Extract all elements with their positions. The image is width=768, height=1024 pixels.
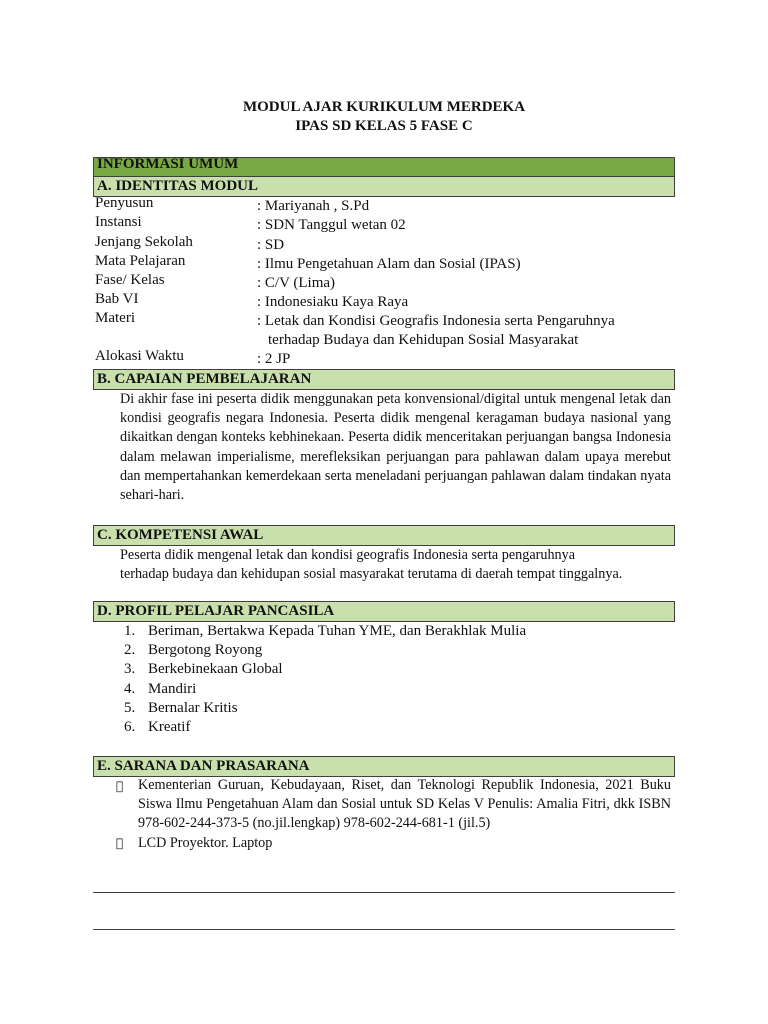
- divider: [93, 892, 675, 893]
- value-penyusun: : Mariyanah , S.Pd: [257, 198, 370, 214]
- list-item: Berkebinekaan Global: [148, 661, 283, 677]
- list-item-number: 1.: [124, 623, 136, 639]
- label-materi: Materi: [95, 310, 135, 326]
- value-alokasi-waktu: : 2 JP: [257, 351, 291, 367]
- label-fase-kelas: Fase/ Kelas: [95, 272, 165, 288]
- list-item: Mandiri: [148, 681, 197, 697]
- kompetensi-awal-header: [93, 525, 675, 546]
- document-title: MODUL AJAR KURIKULUM MERDEKA: [242, 99, 526, 115]
- value-materi: : Letak dan Kondisi Geografis Indonesia serta Pengaruhnya: [257, 313, 615, 329]
- label-mata-pelajaran: Mata Pelajaran: [95, 253, 186, 269]
- value-jenjang-sekolah: : SD: [257, 237, 285, 253]
- list-item: Bergotong Royong: [148, 642, 263, 658]
- value-fase-kelas: : C/V (Lima): [257, 275, 336, 291]
- value-bab: : Indonesiaku Kaya Raya: [257, 294, 409, 310]
- kompetensi-awal-label: C. KOMPETENSI AWAL: [97, 527, 264, 543]
- sarana-item-buku: Kementerian Guruan, Kebudayaan, Riset, dan Teknologi Republik Indonesia, 2021 Buku Siswa Ilmu Pengetahuan Alam dan Sosial untuk SD Kelas V Penulis: Amalia Fitri, dkk ISBN 978-602-244-373-5 (no.jil.lengkap) 978-602-244-681-1 (jil.5): [138, 777, 671, 832]
- capaian-pembelajaran-header: [93, 369, 675, 390]
- sarana-item-lcd: LCD Proyektor. Laptop: [138, 835, 273, 851]
- bullet-icon: [116, 834, 123, 853]
- profil-pelajar-pancasila-label: D. PROFIL PELAJAR PANCASILA: [97, 603, 335, 619]
- value-instansi: : SDN Tanggul wetan 02: [257, 217, 406, 233]
- label-bab: Bab VI: [95, 291, 139, 307]
- list-item-number: 2.: [124, 642, 136, 658]
- identitas-modul-header: [93, 176, 675, 197]
- profil-pelajar-pancasila-header: [93, 601, 675, 622]
- bullet-icon: [116, 777, 123, 796]
- capaian-pembelajaran-text: Di akhir fase ini peserta didik menggunakan peta konvensional/digital untuk mengenal letak dan kondisi geografis negara Indonesia. Peserta didik mengenal keragaman budaya nasional yang dikaitkan dengan konteks kebhinekaan. Peserta didik menceritakan perjuangan bangsa Indonesia dalam melawan imperialisme, merefleksikan perjuangan para pahlawan dalam upaya merebut dan mempertahankan kemerdekaan serta meneladani perjuangan pahlawan dalam tindakan nyata sehari-hari.: [120, 391, 671, 504]
- capaian-pembelajaran-label: B. CAPAIAN PEMBELAJARAN: [97, 371, 312, 387]
- label-instansi: Instansi: [95, 214, 142, 230]
- list-item-number: 4.: [124, 681, 136, 697]
- list-item-number: 5.: [124, 700, 136, 716]
- list-item: Beriman, Bertakwa Kepada Tuhan YME, dan Berakhlak Mulia: [148, 623, 527, 639]
- kompetensi-awal-line-2: terhadap budaya dan kehidupan sosial masyarakat terutama di daerah tempat tinggalnya.: [120, 566, 623, 582]
- label-alokasi-waktu: Alokasi Waktu: [95, 348, 184, 364]
- document-subtitle: IPAS SD KELAS 5 FASE C: [295, 118, 473, 134]
- list-item: Kreatif: [148, 719, 191, 735]
- divider: [93, 929, 675, 930]
- informasi-umum-label: INFORMASI UMUM: [97, 157, 239, 172]
- list-item-number: 3.: [124, 661, 136, 677]
- value-mata-pelajaran: : Ilmu Pengetahuan Alam dan Sosial (IPAS): [257, 256, 521, 272]
- sarana-prasarana-header: [93, 756, 675, 777]
- list-item: Bernalar Kritis: [148, 700, 238, 716]
- kompetensi-awal-line-1: Peserta didik mengenal letak dan kondisi geografis Indonesia serta pengaruhnya: [120, 547, 576, 563]
- informasi-umum-header: [93, 157, 675, 177]
- identitas-modul-label: A. IDENTITAS MODUL: [97, 178, 258, 194]
- value-materi-continued: terhadap Budaya dan Kehidupan Sosial Masyarakat: [268, 332, 579, 348]
- label-penyusun: Penyusun: [95, 195, 154, 211]
- sarana-prasarana-label: E. SARANA DAN PRASARANA: [97, 758, 310, 774]
- label-jenjang-sekolah: Jenjang Sekolah: [95, 234, 193, 250]
- list-item-number: 6.: [124, 719, 136, 735]
